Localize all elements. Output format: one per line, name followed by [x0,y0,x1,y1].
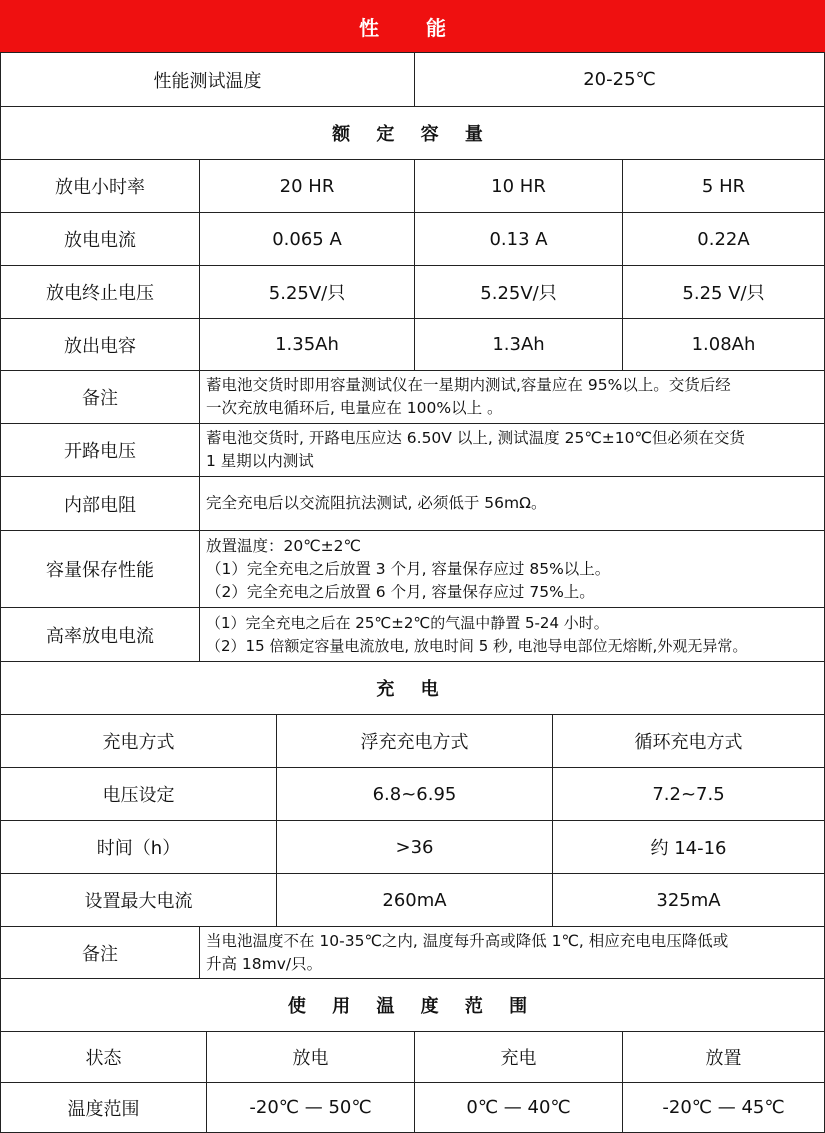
resistance-text: 完全充电后以交流阻抗法测试, 必须低于 56mΩ。 [199,476,825,530]
table-cell: 0.13 A [414,212,622,265]
table-row [0,265,825,318]
table-cell: 5.25V/只 [199,265,414,318]
test-temp-label: 性能测试温度 [0,52,414,106]
row-label: 状态 [0,1031,206,1082]
remark-text: 蓄电池交货时即用容量测试仪在一星期内测试,容量应在 95%以上。交货后经 一次充放电循环后, 电量应在 100%以上 。 [199,370,825,423]
table-row [0,318,825,370]
table-row [0,159,825,212]
table-row [0,1082,825,1133]
table-cell: -20℃ — 45℃ [622,1082,825,1133]
table-cell: >36 [276,820,552,873]
table-row [0,873,825,926]
ocv-row [0,423,825,476]
table-cell: 10 HR [414,159,622,212]
performance-title: 性 能 [0,0,825,52]
table-row [0,767,825,820]
test-temp-value: 20-25℃ [414,52,825,106]
table-cell: 20 HR [199,159,414,212]
row-label: 设置最大电流 [0,873,276,926]
table-cell: 0℃ — 40℃ [414,1082,622,1133]
retention-row [0,530,825,607]
row-label: 放电终止电压 [0,265,199,318]
table-cell: 充电 [414,1031,622,1082]
test-temp-row [0,52,825,106]
table-row [0,714,825,767]
row-label: 时间（h） [0,820,276,873]
row-label: 充电方式 [0,714,276,767]
table-row [0,212,825,265]
charging-remark-row [0,926,825,978]
table-cell: 5 HR [622,159,825,212]
charging-heading: 充 电 [0,661,825,714]
resistance-label: 内部电阻 [0,476,199,530]
table-cell: 6.8~6.95 [276,767,552,820]
table-cell: -20℃ — 50℃ [206,1082,414,1133]
ocv-text: 蓄电池交货时, 开路电压应达 6.50V 以上, 测试温度 25℃±10℃但必须在交货 1 星期以内测试 [199,423,825,476]
charging-remark-text: 当电池温度不在 10-35℃之内, 温度每升高或降低 1℃, 相应充电电压降低或 升高 18mv/只。 [199,926,825,978]
table-cell: 放电 [206,1031,414,1082]
table-cell: 260mA [276,873,552,926]
table-cell: 循环充电方式 [552,714,825,767]
charging-remark-label: 备注 [0,926,199,978]
table-cell: 325mA [552,873,825,926]
highrate-row [0,607,825,661]
table-cell: 5.25 V/只 [622,265,825,318]
temperature-heading: 使 用 温 度 范 围 [0,978,825,1031]
rated-capacity-heading: 额 定 容 量 [0,106,825,159]
row-label: 温度范围 [0,1082,206,1133]
row-label: 电压设定 [0,767,276,820]
table-cell: 0.22A [622,212,825,265]
table-cell: 放置 [622,1031,825,1082]
table-cell: 0.065 A [199,212,414,265]
row-label: 放电小时率 [0,159,199,212]
table-row [0,820,825,873]
temperature-section [0,978,825,1031]
ocv-label: 开路电压 [0,423,199,476]
table-cell: 约 14-16 [552,820,825,873]
charging-section [0,661,825,714]
table-cell: 浮充充电方式 [276,714,552,767]
highrate-label: 高率放电电流 [0,607,199,661]
highrate-text: （1）完全充电之后在 25℃±2℃的气温中静置 5-24 小时。 （2）15 倍额定容量电流放电, 放电时间 5 秒, 电池导电部位无熔断,外观无异常。 [199,607,825,661]
table-row [0,1031,825,1082]
table-cell: 5.25V/只 [414,265,622,318]
table-cell: 1.08Ah [622,318,825,370]
table-cell: 1.3Ah [414,318,622,370]
retention-label: 容量保存性能 [0,530,199,607]
row-label: 放电电流 [0,212,199,265]
table-cell: 7.2~7.5 [552,767,825,820]
retention-text: 放置温度：20℃±2℃ （1）完全充电之后放置 3 个月, 容量保存应过 85%以上。 （2）完全充电之后放置 6 个月, 容量保存应过 75%上。 [199,530,825,607]
row-label: 放出电容 [0,318,199,370]
table-cell: 1.35Ah [199,318,414,370]
rated-capacity-section [0,106,825,159]
remark-row [0,370,825,423]
resistance-row [0,476,825,530]
remark-label: 备注 [0,370,199,423]
